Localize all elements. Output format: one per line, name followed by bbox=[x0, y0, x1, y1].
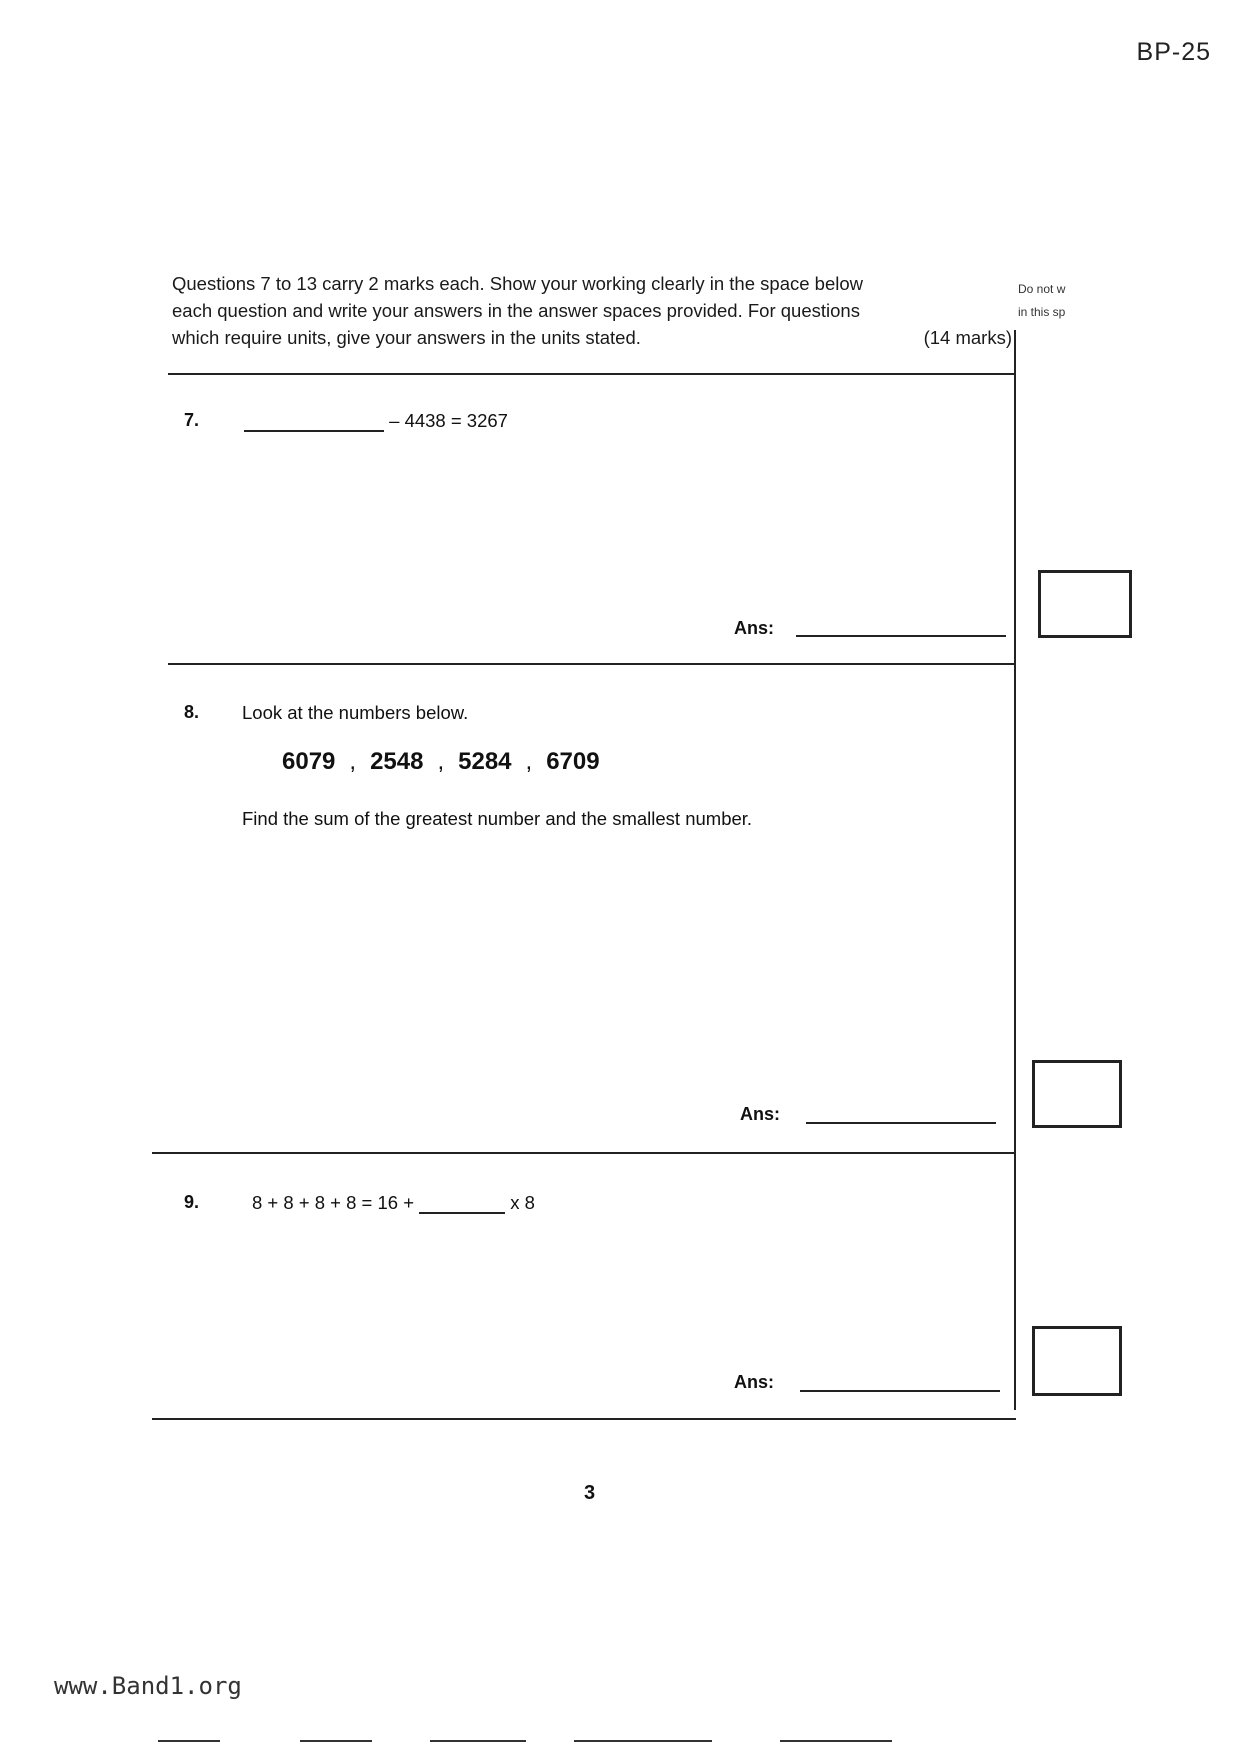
question-7-equation-rest: – 4438 = 3267 bbox=[389, 410, 508, 431]
document-code: BP-25 bbox=[1136, 38, 1211, 66]
question-7-answer-line[interactable] bbox=[796, 635, 1006, 637]
number-separator: , bbox=[349, 748, 357, 775]
question-7-number: 7. bbox=[184, 410, 200, 430]
question-7-equation bbox=[244, 410, 508, 432]
question-9-answer-line[interactable] bbox=[800, 1390, 1000, 1392]
question-8-divider bbox=[152, 1152, 1016, 1154]
number-item: 2548 bbox=[370, 748, 424, 775]
footer-rule bbox=[574, 1740, 712, 1742]
instructions bbox=[172, 270, 1012, 351]
question-9-answer-label: Ans: bbox=[734, 1372, 774, 1392]
footer-rule bbox=[780, 1740, 892, 1742]
marks-total: (14 marks) bbox=[923, 327, 1012, 348]
watermark: www.Band1.org bbox=[54, 1672, 242, 1700]
question-9-marks-box bbox=[1032, 1326, 1122, 1396]
number-separator: , bbox=[525, 748, 533, 775]
instructions-line-1: Questions 7 to 13 carry 2 marks each. Show your working clearly in the space below bbox=[172, 273, 863, 294]
question-9-divider bbox=[152, 1418, 1016, 1420]
instructions-line-3 bbox=[172, 324, 1012, 351]
question-8-answer-label: Ans: bbox=[740, 1104, 780, 1124]
section-divider bbox=[168, 373, 1016, 375]
question-9-equation-left: 8 + 8 + 8 + 8 = 16 + bbox=[252, 1192, 415, 1213]
question-8-answer-line[interactable] bbox=[806, 1122, 996, 1124]
question-9-equation-right: x 8 bbox=[510, 1192, 535, 1213]
footer-rule bbox=[300, 1740, 372, 1742]
question-8-prompt: Find the sum of the greatest number and the smallest number. bbox=[242, 808, 753, 829]
question-7-blank[interactable] bbox=[244, 430, 384, 432]
margin-note-2: in this sp bbox=[1018, 305, 1066, 319]
margin-divider bbox=[1014, 330, 1016, 1410]
number-item: 6079 bbox=[282, 748, 336, 775]
instructions-line-3-text: which require units, give your answers in the units stated. bbox=[172, 327, 641, 348]
question-9-equation bbox=[252, 1192, 535, 1214]
page-number: 3 bbox=[584, 1482, 596, 1504]
question-8-marks-box bbox=[1032, 1060, 1122, 1128]
margin-note-1: Do not w bbox=[1018, 282, 1066, 296]
question-8-intro: Look at the numbers below. bbox=[242, 702, 469, 723]
question-7-answer-label: Ans: bbox=[734, 618, 774, 638]
number-separator: , bbox=[437, 748, 445, 775]
question-7-marks-box bbox=[1038, 570, 1132, 638]
question-8-numbers bbox=[282, 748, 600, 776]
number-item: 5284 bbox=[458, 748, 512, 775]
footer-rule bbox=[158, 1740, 220, 1742]
question-9-number: 9. bbox=[184, 1192, 200, 1212]
question-7-divider bbox=[168, 663, 1016, 665]
footer-rule bbox=[430, 1740, 526, 1742]
question-9-blank[interactable] bbox=[419, 1212, 505, 1214]
instructions-line-2: each question and write your answers in the answer spaces provided. For questions bbox=[172, 300, 860, 321]
question-8-number: 8. bbox=[184, 702, 200, 722]
number-item: 6709 bbox=[546, 748, 600, 775]
